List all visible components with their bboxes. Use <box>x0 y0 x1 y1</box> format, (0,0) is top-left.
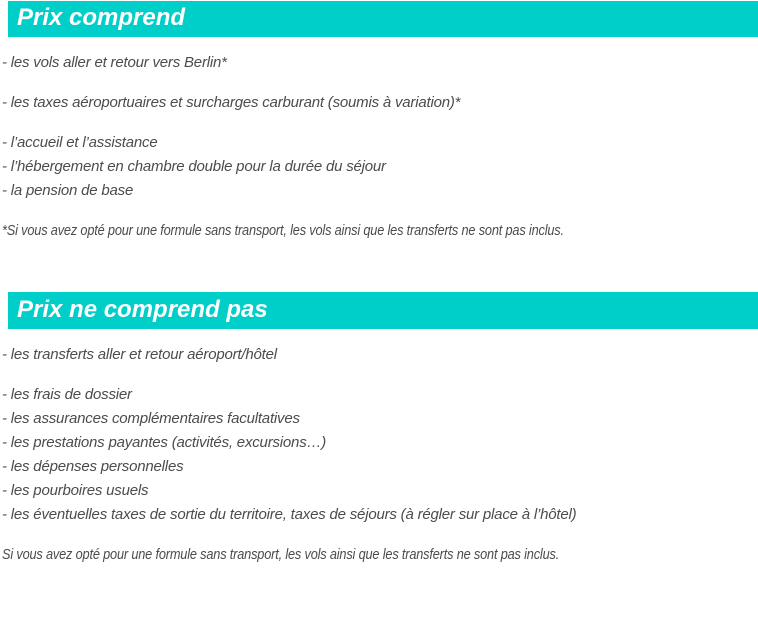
list-item: - les taxes aéroportuaires et surcharges carburant (soumis à variation)* <box>2 94 461 111</box>
footnote-text: *Si vous avez opté pour une formule sans transport, les vols ainsi que les transferts ne sont pas inclus. <box>2 222 564 239</box>
list-item: - les transferts aller et retour aéroport/hôtel <box>2 346 277 363</box>
footnote-text: Si vous avez opté pour une formule sans transport, les vols ainsi que les transferts ne sont pas inclus. <box>2 546 560 563</box>
list-item: - les pourboires usuels <box>2 482 149 499</box>
list-item: - l’hébergement en chambre double pour la durée du séjour <box>2 158 386 175</box>
section-price-excludes <box>0 292 758 567</box>
footnote-paragraph <box>2 219 758 243</box>
section-body <box>0 343 758 567</box>
list-item: - les prestations payantes (activités, excursions…) <box>2 434 327 451</box>
list-item: - les éventuelles taxes de sortie du territoire, taxes de séjours (à régler sur place à l’hôtel) <box>2 506 577 523</box>
list-item: - les dépenses personnelles <box>2 458 184 475</box>
section-price-includes <box>0 1 758 243</box>
list-item: - la pension de base <box>2 182 134 199</box>
paragraph <box>2 343 758 367</box>
footnote-paragraph <box>2 543 758 567</box>
paragraph <box>2 131 758 203</box>
list-item: - les frais de dossier <box>2 386 132 403</box>
section-body <box>0 51 758 243</box>
paragraph <box>2 91 758 115</box>
paragraph <box>2 51 758 75</box>
section-header-price-includes <box>8 1 758 37</box>
list-item: - l’accueil et l’assistance <box>2 134 158 151</box>
list-item: - les vols aller et retour vers Berlin* <box>2 54 227 71</box>
section-title: Prix comprend <box>17 4 186 31</box>
section-header-price-excludes <box>8 292 758 329</box>
paragraph <box>2 383 758 527</box>
section-title: Prix ne comprend pas <box>17 295 268 323</box>
list-item: - les assurances complémentaires facultatives <box>2 410 300 427</box>
